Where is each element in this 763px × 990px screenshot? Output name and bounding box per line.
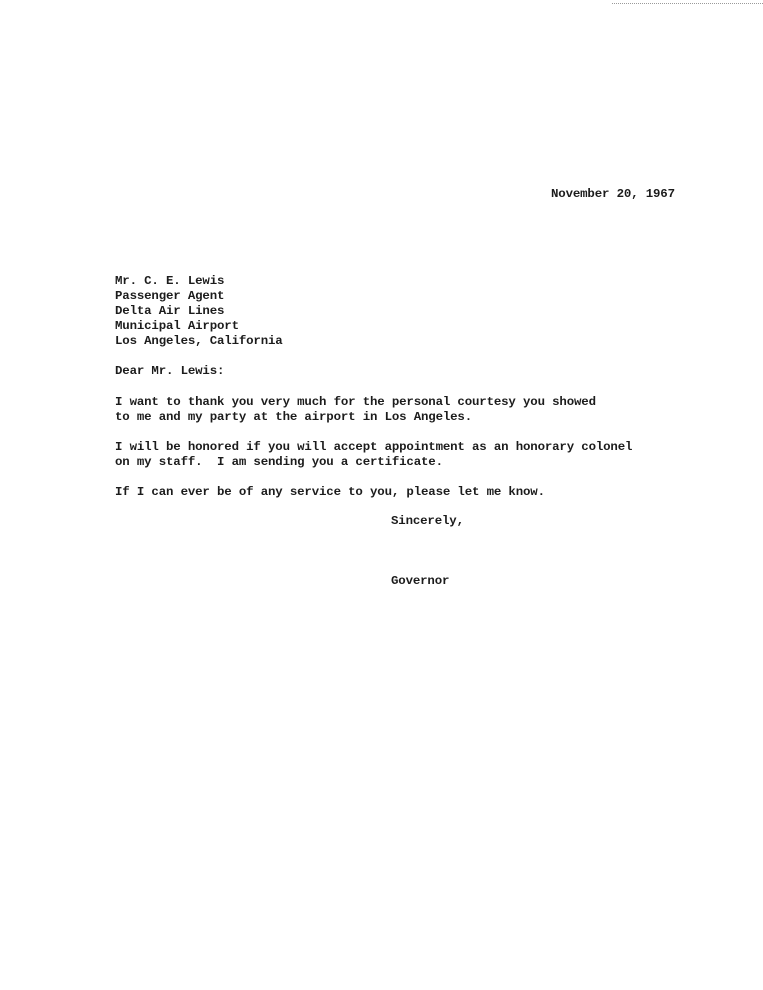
recipient-location: Municipal Airport [115, 319, 239, 333]
complimentary-closing: Sincerely, [391, 514, 464, 528]
recipient-name: Mr. C. E. Lewis [115, 274, 225, 288]
top-edge-dotted-border [612, 0, 763, 4]
signature-title: Governor [391, 574, 450, 588]
paragraph-line: I will be honored if you will accept appointment as an honorary colonel [115, 440, 633, 454]
recipient-company: Delta Air Lines [115, 304, 225, 318]
recipient-city: Los Angeles, California [115, 334, 283, 348]
recipient-title: Passenger Agent [115, 289, 225, 303]
letter-date: November 20, 1967 [551, 187, 675, 201]
salutation: Dear Mr. Lewis: [115, 364, 225, 378]
paragraph-line: If I can ever be of any service to you, please let me know. [115, 485, 545, 499]
paragraph-line: on my staff. I am sending you a certificate. [115, 455, 443, 469]
paragraph-line: I want to thank you very much for the personal courtesy you showed [115, 395, 596, 409]
paragraph-line: to me and my party at the airport in Los Angeles. [115, 410, 472, 424]
